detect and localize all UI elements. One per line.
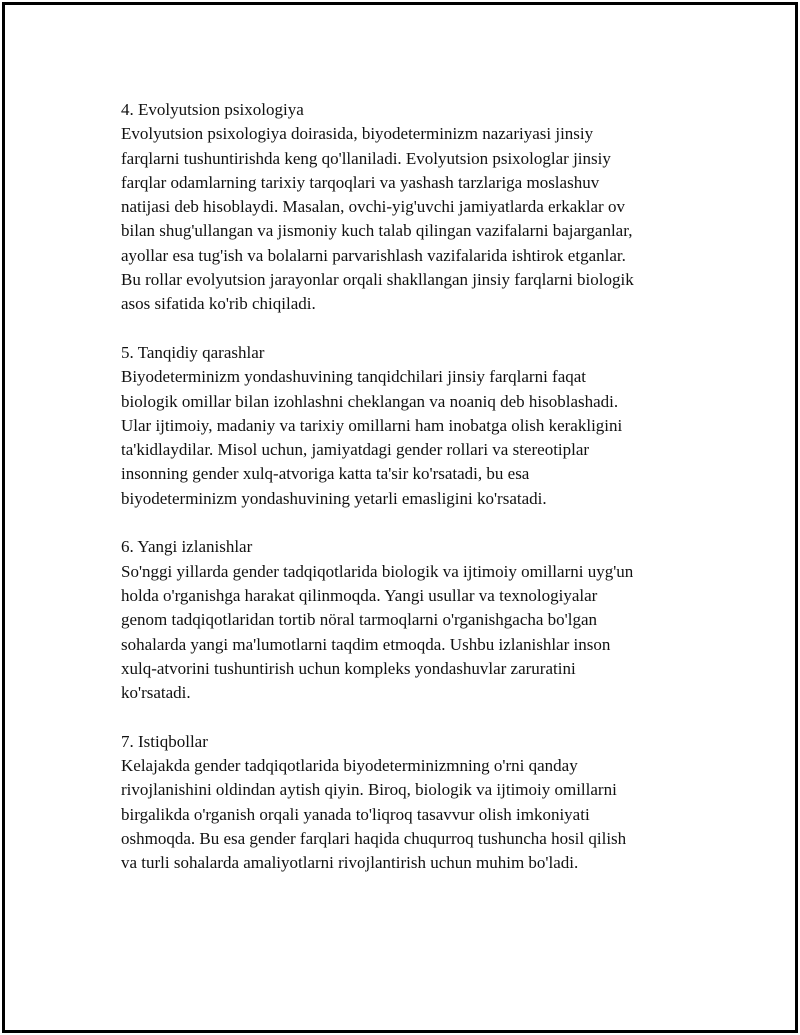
page-frame [2, 2, 798, 1033]
paragraph-line: Biyodeterminizm yondashuvining tanqidchilari jinsiy farqlarni faqat [121, 367, 587, 387]
paragraph-line: ta'kidlaydilar. Misol uchun, jamiyatdagi gender rollari va stereotiplar [121, 440, 590, 460]
section-new-research [121, 535, 691, 705]
paragraph-line: Bu rollar evolyutsion jarayonlar orqali shakllangan jinsiy farqlarni biologik [121, 270, 634, 290]
paragraph-line: Evolyutsion psixologiya doirasida, biyodeterminizm nazariyasi jinsiy [121, 124, 594, 144]
section-critical-views [121, 341, 691, 511]
section-paragraph [121, 560, 691, 706]
paragraph-line: asos sifatida ko'rib chiqiladi. [121, 294, 316, 314]
paragraph-line: natijasi deb hisoblaydi. Masalan, ovchi-yig'uvchi jamiyatlarda erkaklar ov [121, 197, 625, 217]
paragraph-line: So'nggi yillarda gender tadqiqotlarida biologik va ijtimoiy omillarni uyg'un [121, 561, 634, 581]
paragraph-line: holda o'rganishga harakat qilinmoqda. Yangi usullar va texnologiyalar [121, 585, 598, 605]
section-heading: 6. Yangi izlanishlar [121, 537, 253, 557]
paragraph-line: sohalarda yangi ma'lumotlarni taqdim etmoqda. Ushbu izlanishlar inson [121, 634, 611, 654]
section-paragraph [121, 122, 691, 316]
section-heading: 5. Tanqidiy qarashlar [121, 342, 265, 362]
paragraph-line: birgalikda o'rganish orqali yanada to'liqroq tasavvur olish imkoniyati [121, 804, 590, 824]
paragraph-line: bilan shug'ullangan va jismoniy kuch talab qilingan vazifalarni bajarganlar, [121, 221, 633, 241]
section-heading: 7. Istiqbollar [121, 731, 208, 751]
paragraph-line: genom tadqiqotlaridan tortib nöral tarmoqlarni o'rganishgacha bo'lgan [121, 610, 598, 630]
paragraph-line: rivojlanishini oldindan aytish qiyin. Biroq, biologik va ijtimoiy omillarni [121, 780, 617, 800]
section-heading: 4. Evolyutsion psixologiya [121, 100, 304, 119]
document-body [121, 98, 691, 900]
paragraph-line: xulq-atvorini tushuntirish uchun kompleks yondashuvlar zaruratini [121, 658, 576, 678]
paragraph-line: ayollar esa tug'ish va bolalarni parvarishlash vazifalarida ishtirok etganlar. [121, 245, 626, 265]
paragraph-line: Ular ijtimoiy, madaniy va tarixiy omillarni ham inobatga olish kerakligini [121, 415, 623, 435]
paragraph-line: biyodeterminizm yondashuvining yetarli emasligini ko'rsatadi. [121, 488, 547, 508]
paragraph-line: ko'rsatadi. [121, 683, 191, 703]
paragraph-line: va turli sohalarda amaliyotlarni rivojlantirish uchun muhim bo'ladi. [121, 853, 579, 873]
paragraph-line: biologik omillar bilan izohlashni cheklangan va noaniq deb hisoblashadi. [121, 391, 619, 411]
section-paragraph [121, 365, 691, 511]
paragraph-line: farqlarni tushuntirishda keng qo'llaniladi. Evolyutsion psixologlar jinsiy [121, 148, 611, 168]
section-prospects [121, 730, 691, 876]
paragraph-line: Kelajakda gender tadqiqotlarida biyodeterminizmning o'rni qanday [121, 756, 578, 776]
section-evolutionary-psychology [121, 98, 691, 317]
paragraph-line: oshmoqda. Bu esa gender farqlari haqida chuqurroq tushuncha hosil qilish [121, 828, 627, 848]
section-paragraph [121, 754, 691, 875]
paragraph-line: insonning gender xulq-atvoriga katta ta'sir ko'rsatadi, bu esa [121, 464, 530, 484]
paragraph-line: farqlar odamlarning tarixiy tarqoqlari va yashash tarzlariga moslashuv [121, 172, 600, 192]
